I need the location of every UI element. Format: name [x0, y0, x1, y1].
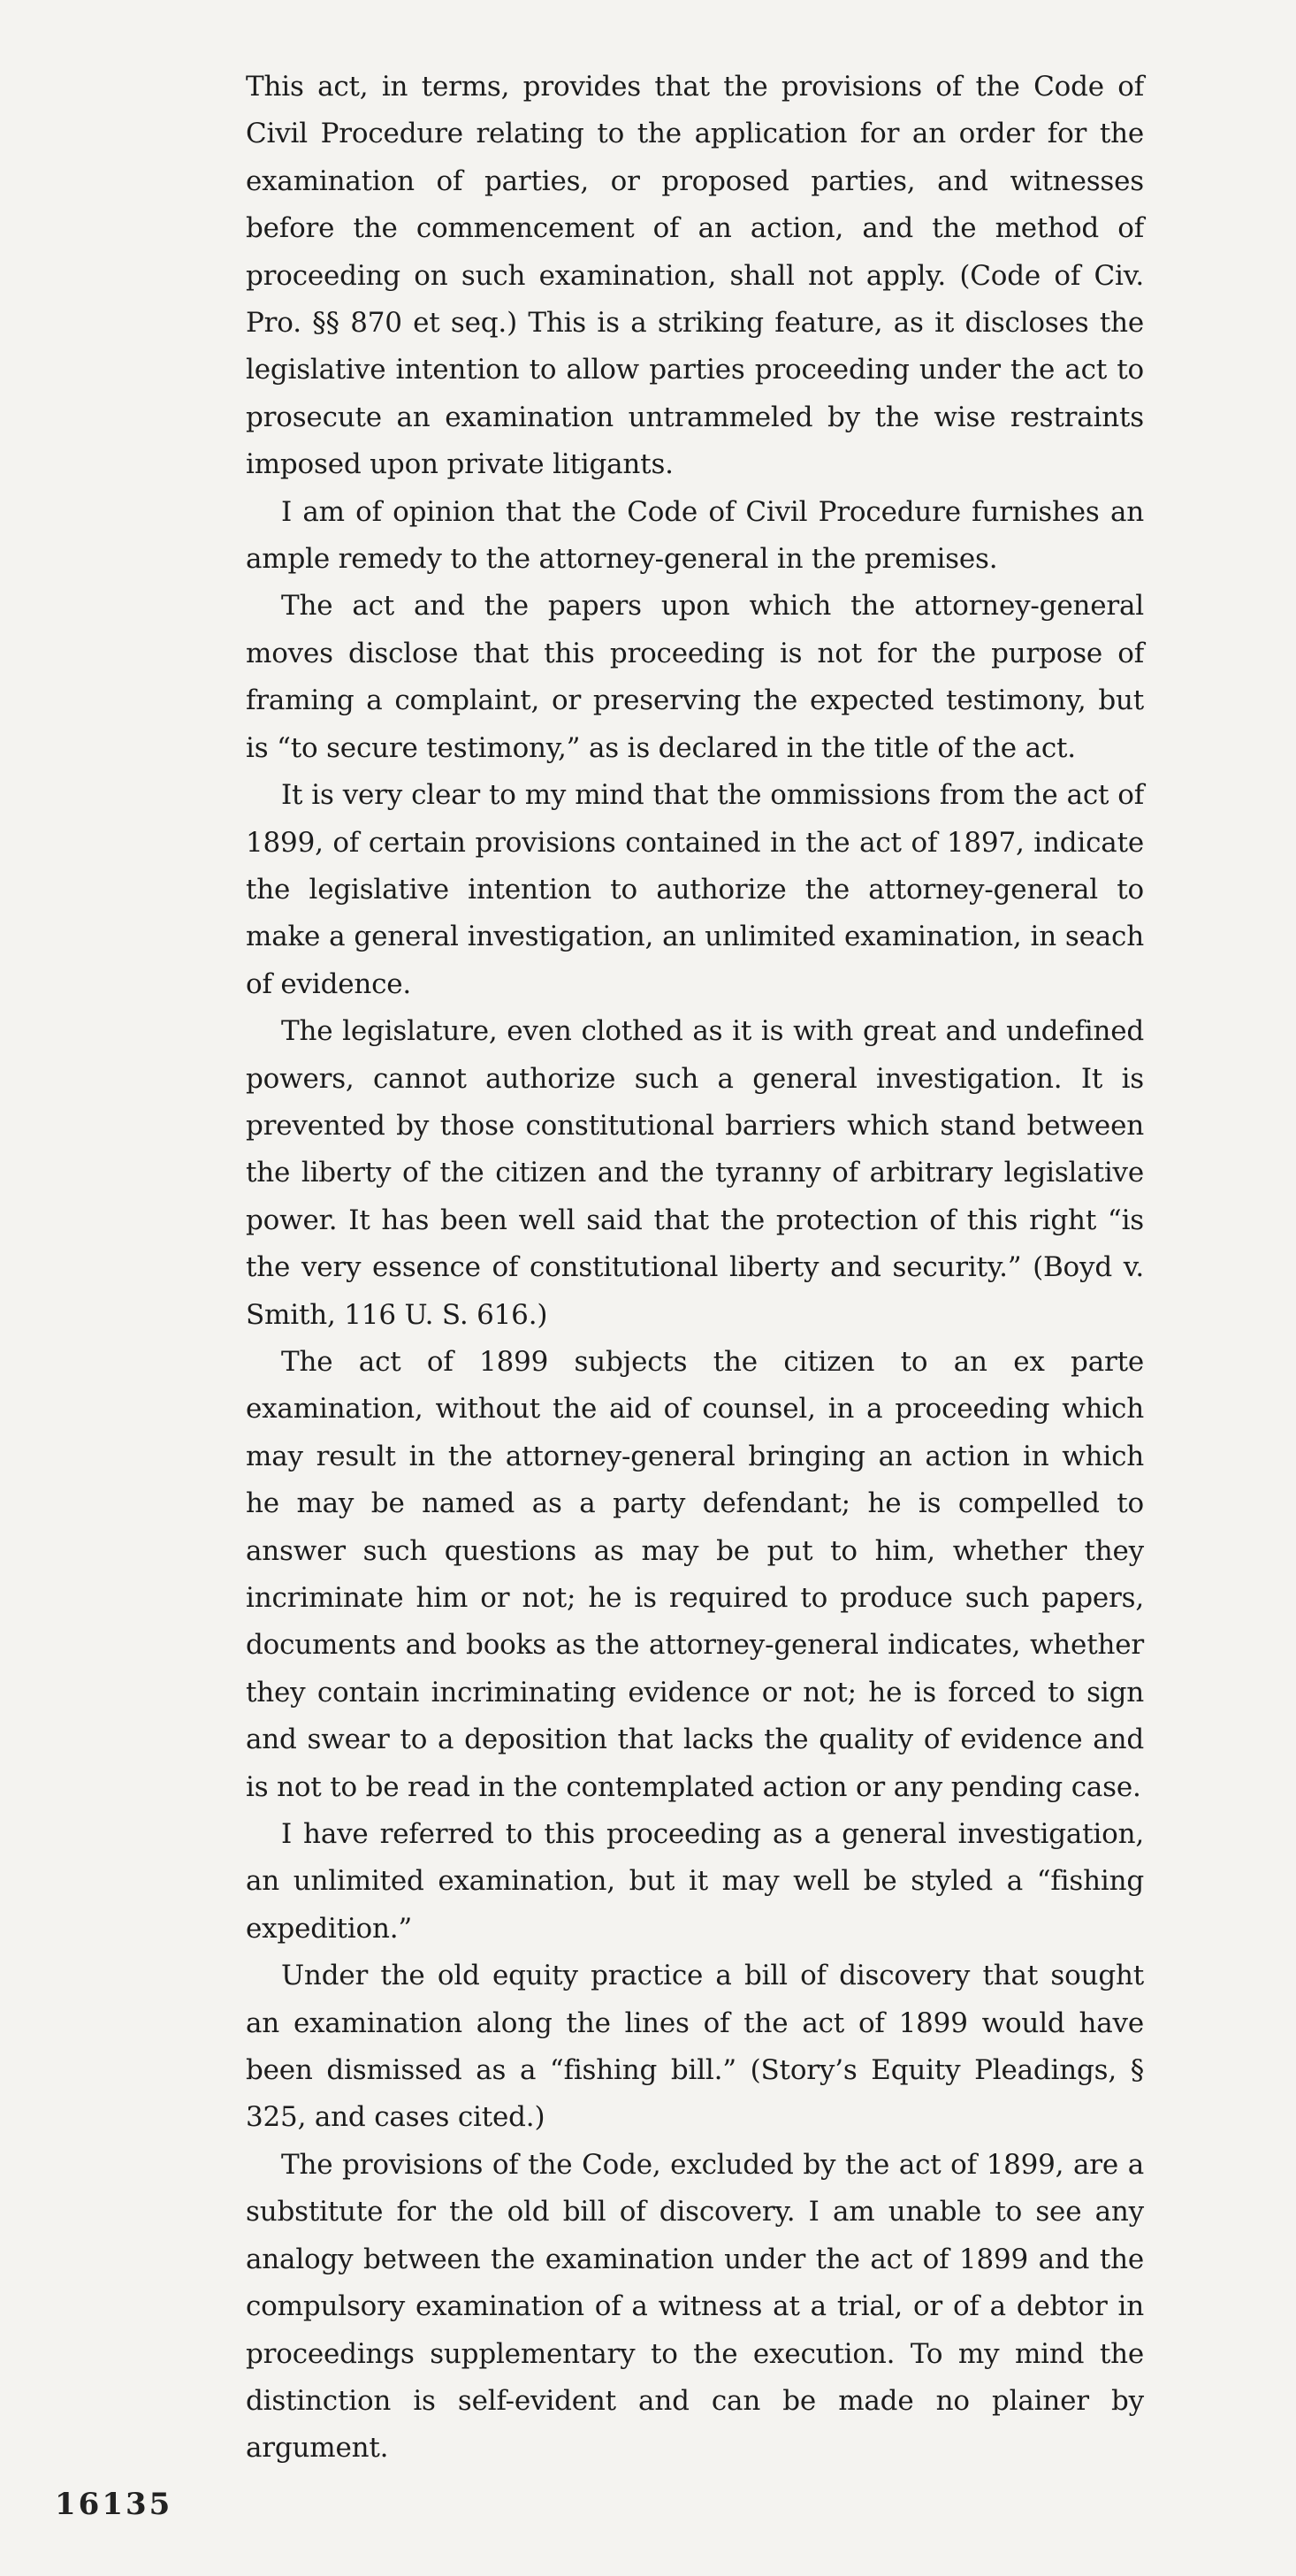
paragraph: Under the old equity practice a bill of discovery that sought an examination along the lines of the act of 1899 would have been dismissed as a “fishing bill.” (Story’s Equity Pleadings, § 325, and cases cited.) — [246, 1960, 1144, 2134]
body-text — [246, 64, 1144, 2473]
paragraph: The provisions of the Code, excluded by the act of 1899, are a substitute for the old bill of discovery. I am unable to see any analogy between the examination under the act of 1899 and the compulsory examination of a witness at a trial, or of a debtor in proceedings supplementary to the execution. To my mind the distinction is self-evident and can be made no plainer by argument. — [246, 2148, 1144, 2465]
paragraph: This act, in terms, provides that the provisions of the Code of Civil Procedure relating to the application for an order for the examination of parties, or proposed parties, and witnesses before the commencement of an action, and the method of proceeding on such examination, shall not apply. (Code of Civ. Pro. §§ 870 et seq.) This is a striking feature, as it discloses the legislative intention to allow parties proceeding under the act to prosecute an examination untrammeled by the wise restraints imposed upon private litigants. — [246, 71, 1144, 481]
paragraph: The legislature, even clothed as it is with great and undefined powers, cannot authorize such a general investigation. It is prevented by those constitutional barriers which stand between the liberty of the citizen and the tyranny of arbitrary legislative power. It has been well said that the protection of this right “is the very essence of constitutional liberty and security.” (Boyd v. Smith, 116 U. S. 616.) — [246, 1015, 1144, 1331]
paragraph: The act of 1899 subjects the citizen to an ex parte examination, without the aid of counsel, in a proceeding which may result in the attorney-general bringing an action in which he may be named as a party defendant; he is compelled to answer such questions as may be put to him, whether they incriminate him or not; he is required to produce such papers, documents and books as the attorney-general indicates, whether they contain incriminating evidence or not; he is forced to sign and swear to a deposition that lacks the quality of evidence and is not to be read in the contemplated action or any pending case. — [246, 1345, 1144, 1803]
paragraph: I am of opinion that the Code of Civil Procedure furnishes an ample remedy to the attorney-general in the premises. — [246, 495, 1144, 576]
page-number: 16135 — [55, 2487, 173, 2522]
paragraph: I have referred to this proceeding as a general investigation, an unlimited examination, but it may well be styled a “fishing expedition.” — [246, 1818, 1144, 1945]
paragraph: It is very clear to my mind that the ommissions from the act of 1899, of certain provisions contained in the act of 1897, indicate the legislative intention to authorize the attorney-general to make a general investigation, an unlimited examination, in seach of evidence. — [246, 779, 1144, 1000]
paragraph: The act and the papers upon which the attorney-general moves disclose that this proceeding is not for the purpose of framing a complaint, or preserving the expected testimony, but is “to secure testimony,” as is declared in the title of the act. — [246, 590, 1144, 764]
